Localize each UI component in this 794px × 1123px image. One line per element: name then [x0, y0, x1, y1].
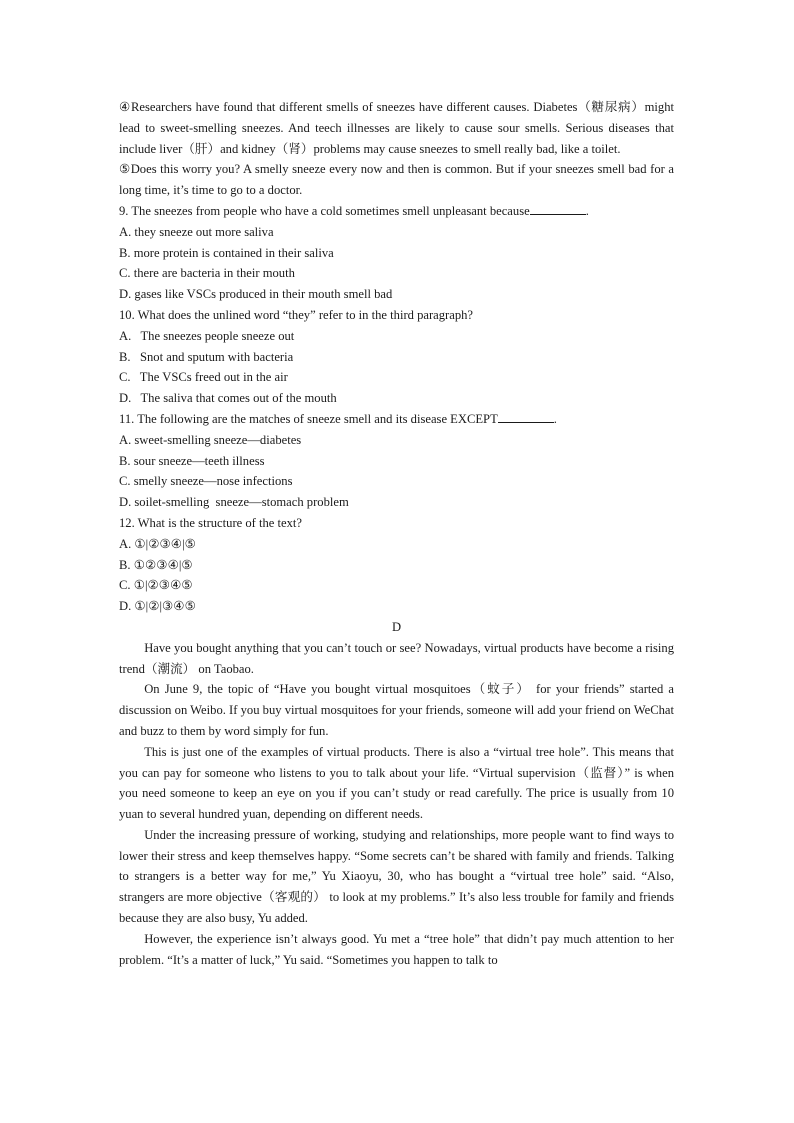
question-12-option-d: D. ①|②|③④⑤: [119, 599, 196, 614]
question-10-option-b: B. Snot and sputum with bacteria: [119, 349, 294, 364]
question-11-option-b: B. sour sneeze—teeth illness: [119, 453, 265, 468]
passage-d-paragraph-3: This is just one of the examples of virtual products. There is also a “virtual tree hole”. This means that you can pay for someone who listens to you to talk about your life. “Virtual supervision（监督）” is when you need someone to keep an eye on you if you can’t study or read carefully. The price is usually from 10 yuan to several hundred yuan, depending on different needs.: [119, 744, 674, 822]
question-9-option-c: C. there are bacteria in their mouth: [119, 266, 295, 281]
passage-d-paragraph-1: Have you bought anything that you can’t touch or see? Nowadays, virtual products have become a rising trend（潮流） on Taobao.: [119, 640, 674, 676]
question-9-option-d: D. gases like VSCs produced in their mouth smell bad: [119, 287, 393, 302]
question-11-option-a: A. sweet-smelling sneeze—diabetes: [119, 432, 302, 447]
question-10-option-d: D. The saliva that comes out of the mouth: [119, 391, 337, 406]
question-12-option-c: C. ①|②③④⑤: [119, 578, 193, 593]
question-10-stem: 10. What does the unlined word “they” refer to in the third paragraph?: [119, 307, 474, 322]
document-page: [119, 97, 674, 970]
section-heading-d: D: [391, 619, 402, 634]
question-12-option-a: A. ①|②③④|⑤: [119, 536, 196, 551]
paragraph-4: ④Researchers have found that different smells of sneezes have different causes. Diabetes（糖尿病）might lead to sweet-smelling sneezes. And teech illnesses are likely to cause sour smells. Serious diseases that include liver（肝）and kidney（肾）problems may cause sneezes to smell really bad, like a toilet.: [119, 100, 674, 156]
passage-d-paragraph-2: On June 9, the topic of “Have you bought virtual mosquitoes（蚊子） for your friends” started a discussion on Weibo. If you buy virtual mosquitoes for your friends, someone will add your friend on WeChat and buzz to them by word simply for fun.: [119, 682, 674, 738]
question-9-stem: 9. The sneezes from people who have a cold sometimes smell unpleasant because .: [119, 203, 589, 218]
question-10-option-a: A. The sneezes people sneeze out: [119, 328, 295, 343]
question-9-option-a: A. they sneeze out more saliva: [119, 224, 274, 239]
question-12-stem: 12. What is the structure of the text?: [119, 515, 303, 530]
question-12-option-b: B. ①②③④|⑤: [119, 557, 193, 572]
answer-blank: [530, 202, 586, 215]
question-9-option-b: B. more protein is contained in their saliva: [119, 245, 334, 260]
question-11-option-d: D. soilet-smelling sneeze—stomach problem: [119, 495, 349, 510]
passage-d-paragraph-5: However, the experience isn’t always good. Yu met a “tree hole” that didn’t pay much attention to her problem. “It’s a matter of luck,” Yu said. “Sometimes you happen to talk to: [119, 931, 674, 967]
answer-blank: [498, 410, 554, 423]
question-11-option-c: C. smelly sneeze—nose infections: [119, 474, 293, 489]
question-11-stem: 11. The following are the matches of sneeze smell and its disease EXCEPT .: [119, 411, 557, 426]
paragraph-5: ⑤Does this worry you? A smelly sneeze every now and then is common. But if your sneezes smell bad for a long time, it’s time to go to a doctor.: [119, 162, 674, 198]
passage-d-paragraph-4: Under the increasing pressure of working, studying and relationships, more people want to find ways to lower their stress and keep themselves happy. “Some secrets can’t be shared with family and friends. Talking to strangers is a better way for me,” Yu Xiaoyu, 30, who has bought a “virtual tree hole” said. “Also, strangers are more objective（客观的） to look at my problems.” It’s also less trouble for family and friends because they are also busy, Yu added.: [119, 827, 674, 926]
question-10-option-c: C. The VSCs freed out in the air: [119, 370, 288, 385]
